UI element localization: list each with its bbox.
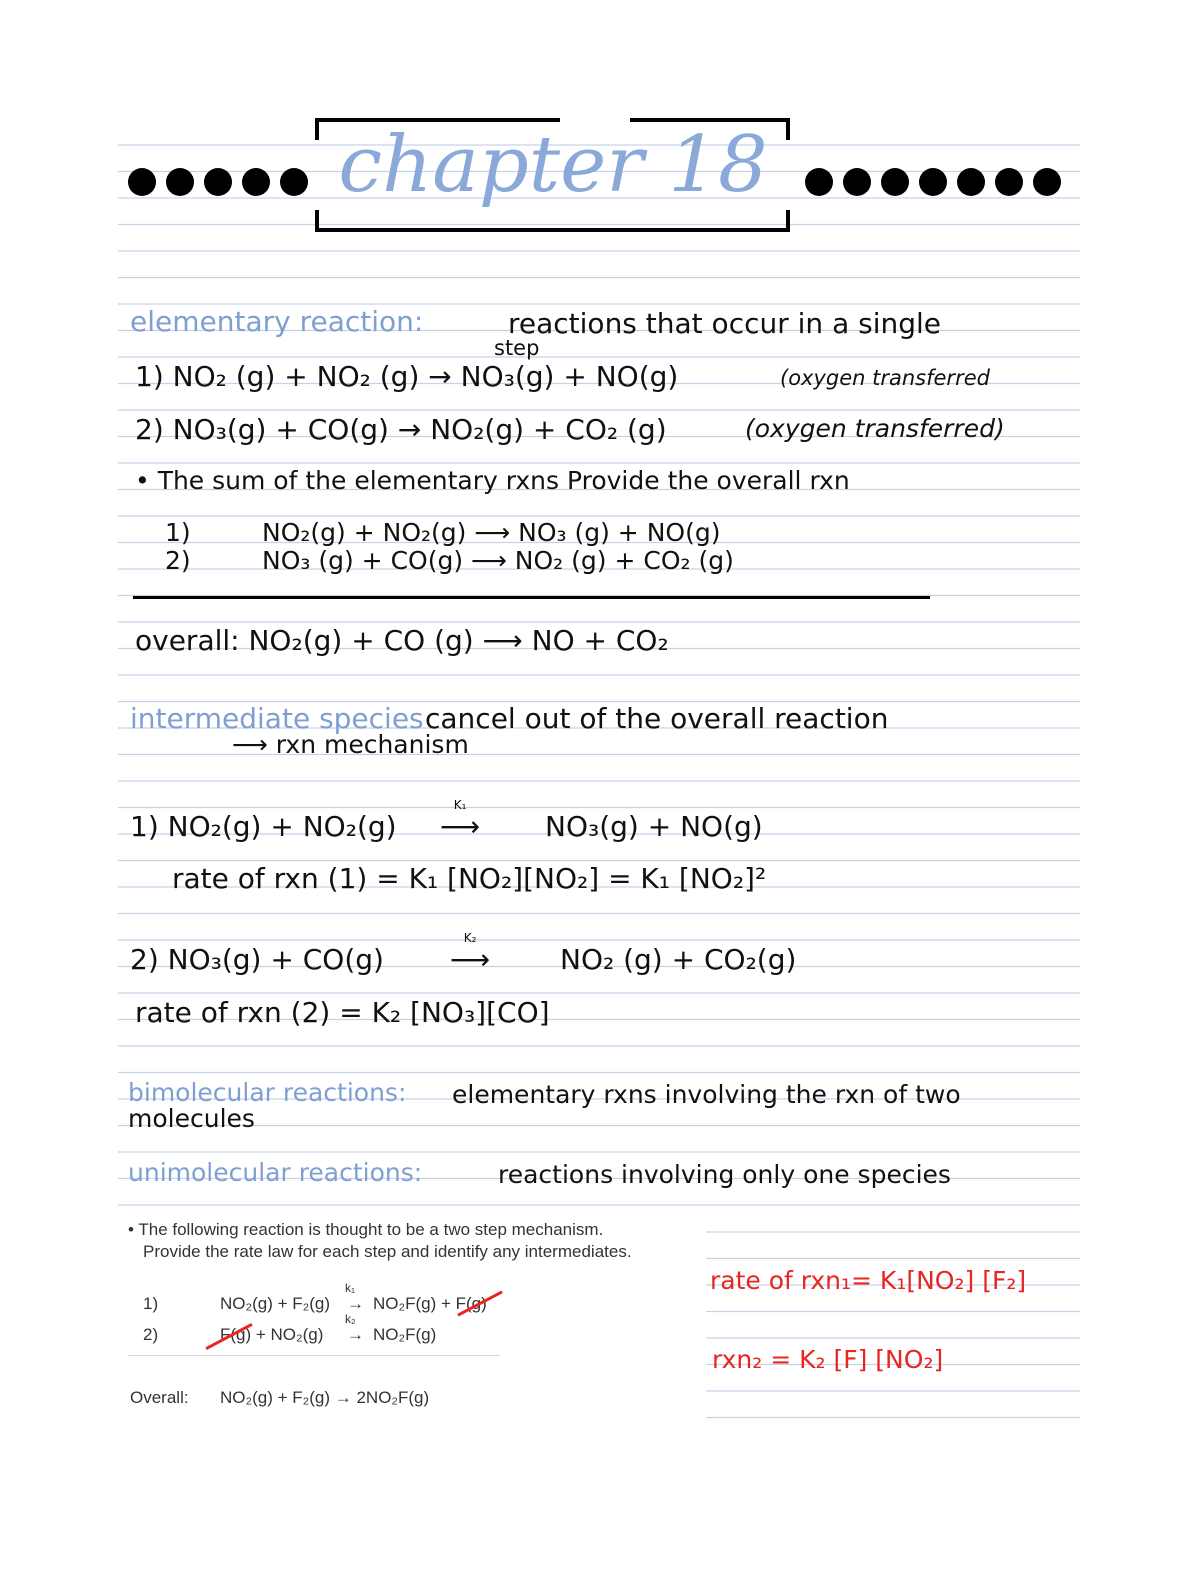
problem-separator: [128, 1355, 500, 1356]
step-2-equation: NO₃ (g) + CO(g) ⟶ NO₂ (g) + CO₂ (g): [262, 546, 734, 575]
dot: [995, 168, 1023, 196]
problem-k2: k₂: [345, 1312, 356, 1326]
rate-law-1: rate of rxn (1) = K₁ [NO₂][NO₂] = K₁ [NO₂]²: [172, 862, 767, 895]
rate-eq-1-products: NO₃(g) + NO(g): [545, 810, 763, 843]
problem-k1: k₁: [345, 1281, 356, 1295]
dot: [805, 168, 833, 196]
elementary-term: elementary reaction:: [130, 305, 424, 338]
dot: [128, 168, 156, 196]
rate-eq-1-arrow: ⟶ K₁: [440, 798, 481, 843]
rate-constant-k1: K₁: [453, 798, 467, 812]
dot: [242, 168, 270, 196]
answer-rate-2: rxn₂ = K₂ [F] [NO₂]: [712, 1345, 944, 1374]
rate-eq-2-arrow: ⟶ K₂: [450, 931, 491, 976]
elementary-definition-cont: step: [494, 336, 540, 360]
problem-step-1-number: 1): [143, 1294, 159, 1313]
problem-step-2-left: F(g) + NO₂(g): [220, 1325, 324, 1344]
sum-rule: [133, 596, 930, 599]
rate-constant-k2: K₂: [463, 931, 477, 945]
problem-step-2-number: 2): [143, 1325, 159, 1344]
sum-note: • The sum of the elementary rxns Provide the overall rxn: [135, 466, 850, 495]
problem-arrow-2: →: [347, 1325, 364, 1344]
elementary-reaction-1-note: (oxygen transferred: [780, 366, 990, 390]
intermediate-term: intermediate species: [130, 702, 424, 735]
dot: [881, 168, 909, 196]
intermediate-mechanism: ⟶ rxn mechanism: [232, 730, 469, 759]
step-1-equation: NO₂(g) + NO₂(g) ⟶ NO₃ (g) + NO(g): [262, 518, 721, 547]
page-title: chapter 18: [338, 120, 768, 210]
problem-step-1-left: NO₂(g) + F₂(g): [220, 1294, 331, 1313]
rate-law-2: rate of rxn (2) = K₂ [NO₃][CO]: [135, 996, 550, 1029]
elementary-reaction-2-note: (oxygen transferred): [745, 414, 1005, 443]
dot: [843, 168, 871, 196]
step-1-number: 1): [165, 518, 191, 547]
unimolecular-term: unimolecular reactions:: [128, 1158, 423, 1187]
dot: [280, 168, 308, 196]
problem-arrow-1: →: [347, 1294, 364, 1313]
problem-step-2-right: NO₂F(g): [373, 1325, 437, 1344]
answer-rate-1: rate of rxn₁= K₁[NO₂] [F₂]: [710, 1266, 1027, 1295]
overall-reaction: overall: NO₂(g) + CO (g) ⟶ NO + CO₂: [135, 624, 669, 657]
dot: [919, 168, 947, 196]
bimolecular-definition: elementary rxns involving the rxn of two: [452, 1080, 961, 1109]
elementary-reaction-1: 1) NO₂ (g) + NO₂ (g) → NO₃(g) + NO(g): [135, 360, 679, 393]
rate-eq-2-reactants: 2) NO₃(g) + CO(g): [130, 943, 384, 976]
dot: [957, 168, 985, 196]
bimolecular-term: bimolecular reactions:: [128, 1078, 407, 1107]
intermediate-definition: cancel out of the overall reaction: [425, 702, 889, 735]
rate-eq-1-reactants: 1) NO₂(g) + NO₂(g): [130, 810, 397, 843]
bimolecular-definition-cont: molecules: [128, 1104, 255, 1133]
problem-overall: NO₂(g) + F₂(g) → 2NO₂F(g): [220, 1388, 430, 1407]
dot: [1033, 168, 1061, 196]
dot: [166, 168, 194, 196]
problem-line-2: Provide the rate law for each step and identify any intermediates.: [143, 1242, 632, 1261]
left-dot-row: [128, 168, 308, 196]
rate-eq-2-products: NO₂ (g) + CO₂(g): [560, 943, 797, 976]
problem-overall-label: Overall:: [130, 1388, 189, 1407]
problem-step-1-right: NO₂F(g) + F(g): [373, 1294, 487, 1313]
dot: [204, 168, 232, 196]
elementary-reaction-2: 2) NO₃(g) + CO(g) → NO₂(g) + CO₂ (g): [135, 413, 667, 446]
problem-line-1: • The following reaction is thought to be a two step mechanism.: [128, 1220, 604, 1239]
elementary-definition: reactions that occur in a single: [508, 307, 942, 340]
unimolecular-definition: reactions involving only one species: [498, 1160, 951, 1189]
right-dot-row: [805, 168, 1061, 196]
step-2-number: 2): [165, 546, 191, 575]
